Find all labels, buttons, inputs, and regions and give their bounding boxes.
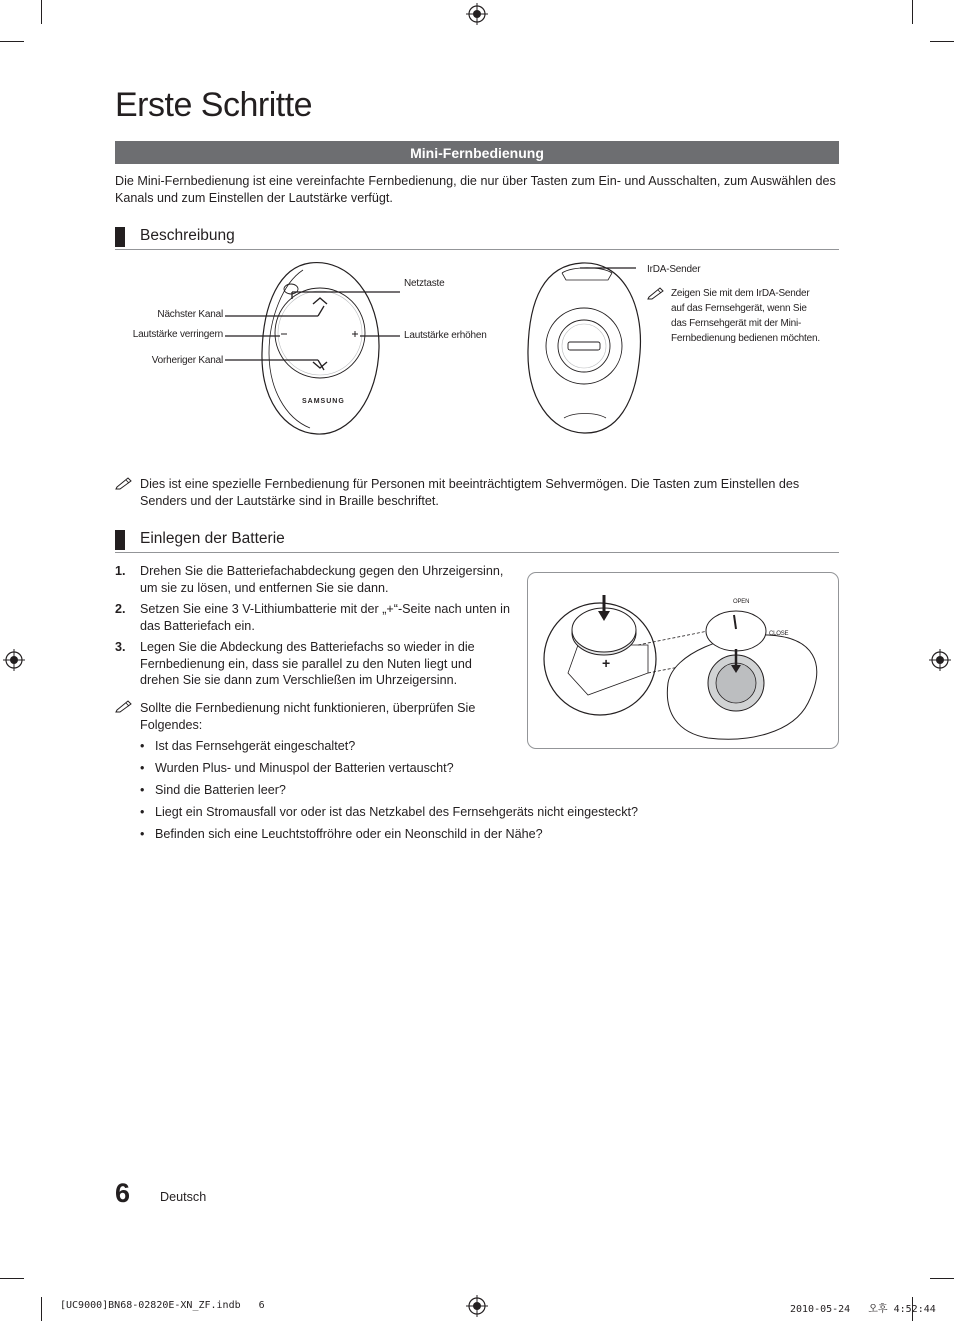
irda-note-line: auf das Fernsehgerät, wenn Sie	[671, 303, 807, 314]
braille-note: Dies ist eine spezielle Fernbedienung für Personen mit beeinträchtigtem Sehvermögen. Die Tasten zum Einstellen des Senders und der Lautstärke sind in Braille beschriftet.	[140, 477, 800, 508]
irda-note-line: Zeigen Sie mit dem IrDA-Sender	[671, 288, 810, 299]
beschreibung-heading	[115, 227, 839, 250]
label-irda-sender: IrDA-Sender	[647, 264, 701, 275]
battery-steps	[115, 563, 510, 694]
label-open: OPEN	[733, 599, 750, 605]
svg-text:+: +	[602, 655, 611, 671]
list-item: • Liegt ein Stromausfall vor oder ist das Netzkabel des Fernsehgeräts nicht eingesteckt?	[140, 804, 638, 826]
step-text: Legen Sie die Abdeckung des Batteriefachs so wieder in die Fernbedienung ein, dass sie parallel zu den Nuten liegt und drehen Sie sie dann zum Verschließen im Uhrzeigersinn.	[140, 640, 475, 687]
pencil-note-icon	[115, 476, 133, 490]
remote-back-illustration	[522, 258, 647, 438]
label-netztaste: Netztaste	[404, 278, 445, 289]
battery-step	[115, 563, 510, 596]
list-item: • Ist das Fernsehgerät eingeschaltet?	[140, 738, 638, 760]
heading-bar	[115, 227, 125, 247]
battery-step	[115, 601, 510, 634]
page-title: Erste Schritte	[115, 86, 313, 124]
troubleshoot-list	[140, 738, 638, 848]
step-number: 1.	[115, 564, 126, 578]
crop-mark	[930, 41, 954, 42]
irda-note-line: Fernbedienung bedienen möchten.	[671, 333, 820, 344]
registration-mark-icon	[466, 3, 488, 25]
footer-language: Deutsch	[160, 1190, 207, 1204]
section-title-bar: Mini-Fernbedienung	[115, 141, 839, 164]
batterie-heading-text: Einlegen der Batterie	[140, 530, 285, 547]
label-close: CLOSE	[769, 631, 789, 637]
beschreibung-heading-text: Beschreibung	[140, 227, 235, 244]
list-item: • Befinden sich eine Leuchtstoffröhre oder ein Neonschild in der Nähe?	[140, 826, 638, 848]
battery-step	[115, 639, 510, 689]
slug-left: [UC9000]BN68-02820E-XN_ZF.indb 6	[60, 1300, 265, 1311]
crop-mark	[41, 0, 42, 24]
registration-mark-icon	[3, 649, 25, 671]
irda-note	[671, 286, 841, 346]
label-naechster-kanal: Nächster Kanal	[157, 309, 223, 320]
intro-paragraph: Die Mini-Fernbedienung ist eine vereinfachte Fernbedienung, die nur über Tasten zum Ein- und Ausschalten, zum Auswählen des Kanals und zum Einstellen der Lautstärke verfügt.	[115, 174, 836, 205]
step-number: 3.	[115, 640, 126, 654]
crop-mark	[0, 41, 24, 42]
step-text: Drehen Sie die Batteriefachabdeckung gegen den Uhrzeigersinn, um sie zu lösen, und entfernen Sie sie dann.	[140, 564, 504, 595]
label-lautstaerke-erhoehen: Lautstärke erhöhen	[404, 330, 487, 341]
leader-lines-front	[220, 280, 410, 380]
page-number: 6	[115, 1178, 131, 1208]
batterie-heading	[115, 530, 839, 553]
crop-mark	[930, 1278, 954, 1279]
crop-mark	[41, 1297, 42, 1321]
heading-bar	[115, 530, 125, 550]
step-text: Setzen Sie eine 3 V-Lithiumbatterie mit der „+“-Seite nach unten in das Batteriefach ein.	[140, 602, 510, 633]
pencil-note-icon	[647, 286, 665, 300]
slug-right: 2010-05-24 오후 4:52:44	[790, 1304, 936, 1315]
troubleshoot-note: Sollte die Fernbedienung nicht funktionieren, überprüfen Sie Folgendes:	[140, 701, 476, 732]
list-item: • Wurden Plus- und Minuspol der Batterien vertauscht?	[140, 760, 638, 782]
step-number: 2.	[115, 602, 126, 616]
label-vorheriger-kanal: Vorheriger Kanal	[151, 355, 223, 366]
list-item: • Sind die Batterien leer?	[140, 782, 638, 804]
brand-logo-text: SAMSUNG	[302, 398, 345, 405]
label-lautstaerke-verringern: Lautstärke verringern	[132, 329, 223, 340]
crop-mark	[912, 0, 913, 24]
registration-mark-icon	[929, 649, 951, 671]
registration-mark-icon	[466, 1295, 488, 1317]
pencil-note-icon	[115, 699, 133, 713]
battery-diagram-illustration	[528, 573, 838, 748]
leader-line-irda	[580, 262, 640, 274]
crop-mark	[0, 1278, 24, 1279]
irda-note-line: das Fernsehgerät mit der Mini-	[671, 318, 802, 329]
